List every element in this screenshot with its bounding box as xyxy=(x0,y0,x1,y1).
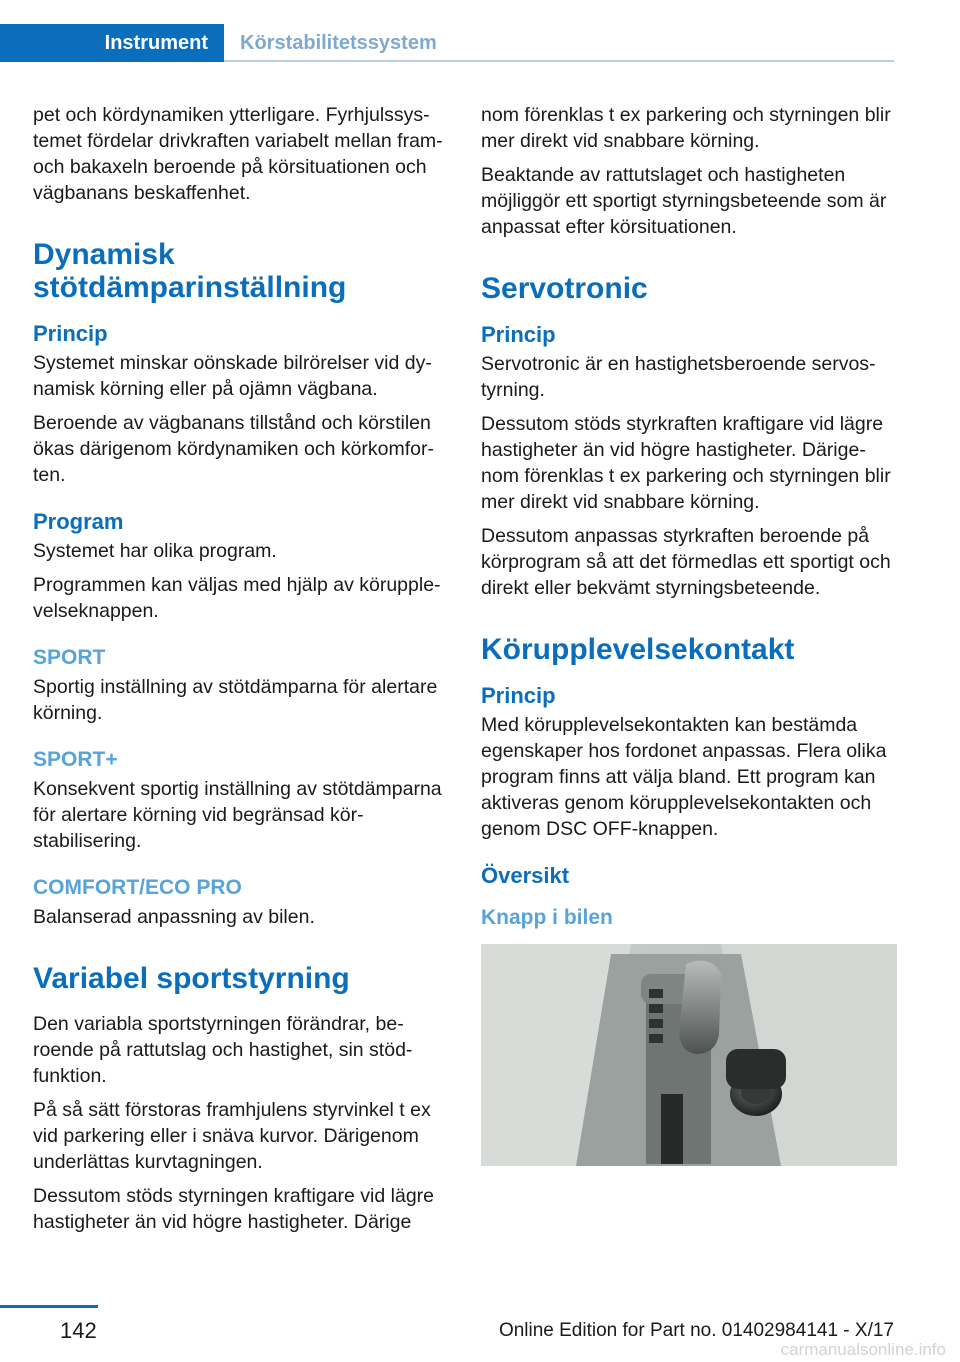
section-tab-instrument: Instrument xyxy=(0,24,224,62)
heading-knapp-i-bilen: Knapp i bilen xyxy=(481,906,613,929)
paragraph: Dessutom stöds styrkraften kraftigare vid lägre hastigheter än vid högre hastigheter. Därigenom förenklas t ex parkering och styrningen blir mer direkt vid snabbare körning. xyxy=(481,413,891,513)
paragraph: Systemet har olika program. xyxy=(33,540,277,562)
heading-sport-plus: SPORT+ xyxy=(33,748,118,771)
paragraph: Beaktande av rattutslaget och hastigheten möjliggör ett sportigt styrningsbeteende som är anpassat efter körsituationen. xyxy=(481,164,887,238)
heading-princip: Princip xyxy=(481,322,556,347)
heading-korupplevelsekontakt: Körupplevelsekontakt xyxy=(481,633,795,666)
page-number: 142 xyxy=(60,1318,97,1343)
heading-sport: SPORT xyxy=(33,646,106,669)
paragraph: Balanserad anpassning av bilen. xyxy=(33,906,315,928)
paragraph: Sportig inställning av stötdämparna för alertare körning. xyxy=(33,676,438,724)
paragraph: Den variabla sportstyrningen förändrar, beroende på rattutslag och hastighet, sin stödfunktion. xyxy=(33,1013,413,1087)
paragraph: Dessutom anpassas styrkraften beroende på körprogram så att det förmedlas ett sportigt och direkt eller bekvämt styrningsbeteende. xyxy=(481,525,891,599)
heading-variabel-sportstyrning: Variabel sportstyrning xyxy=(33,962,350,995)
watermark: carmanualsonline.info xyxy=(780,1340,946,1359)
edition-note: Online Edition for Part no. 01402984141 - X/17 xyxy=(498,1320,894,1341)
heading-dynamisk-stotdamparinstallning: Dynamisk stötdämparinställning xyxy=(33,238,347,304)
heading-comfort-eco-pro: COMFORT/ECO PRO xyxy=(33,876,242,899)
paragraph: Systemet minskar oönskade bilrörelser vid dynamisk körning eller på ojämn vägbana. xyxy=(33,352,432,400)
paragraph: Med körupplevelsekontakten kan bestämda egenskaper hos fordonet anpassas. Flera olika program finns att välja bland. Ett program kan aktiveras genom körupplevelsekontakten och genom DSC OFF-knappen. xyxy=(481,714,887,840)
header-rule xyxy=(224,60,894,62)
intro-paragraph: pet och kördynamiken ytterligare. Fyrhjulssystemet fördelar drivkraften variabelt mellan fram- och bakaxeln beroende på körsituationen och vägbanans beskaffenhet. xyxy=(33,104,443,204)
right-column xyxy=(481,102,897,1166)
center-console-photo xyxy=(481,944,897,1166)
page-header xyxy=(0,0,960,62)
paragraph: På så sätt förstoras framhjulens styrvinkel t ex vid parkering eller i snäva kurvor. Därigenom underlättas kurvtagningen. xyxy=(33,1099,431,1173)
paragraph: Servotronic är en hastighetsberoende servostyrning. xyxy=(481,353,876,401)
paragraph: Programmen kan väljas med hjälp av körupplevelseknappen. xyxy=(33,574,441,622)
heading-princip: Princip xyxy=(33,321,108,346)
paragraph: Dessutom stöds styrningen kraftigare vid lägre hastigheter än vid högre hastigheter. Därige xyxy=(33,1185,435,1233)
heading-program: Program xyxy=(33,509,124,534)
heading-servotronic: Servotronic xyxy=(481,272,648,305)
heading-princip: Princip xyxy=(481,683,556,708)
paragraph: Beroende av vägbanans tillstånd och körstilen ökas därigenom kördynamiken och körkomforten. xyxy=(33,412,435,486)
footer-rule xyxy=(0,1305,98,1308)
heading-oversikt: Översikt xyxy=(481,863,570,888)
paragraph: nom förenklas t ex parkering och styrningen blir mer direkt vid snabbare körning. xyxy=(481,104,891,152)
paragraph: Konsekvent sportig inställning av stötdämparna för alertare körning vid begränsad körstabilisering. xyxy=(33,778,442,852)
left-column xyxy=(33,102,449,1243)
section-tab-korstabilitetssystem: Körstabilitetssystem xyxy=(240,31,437,54)
